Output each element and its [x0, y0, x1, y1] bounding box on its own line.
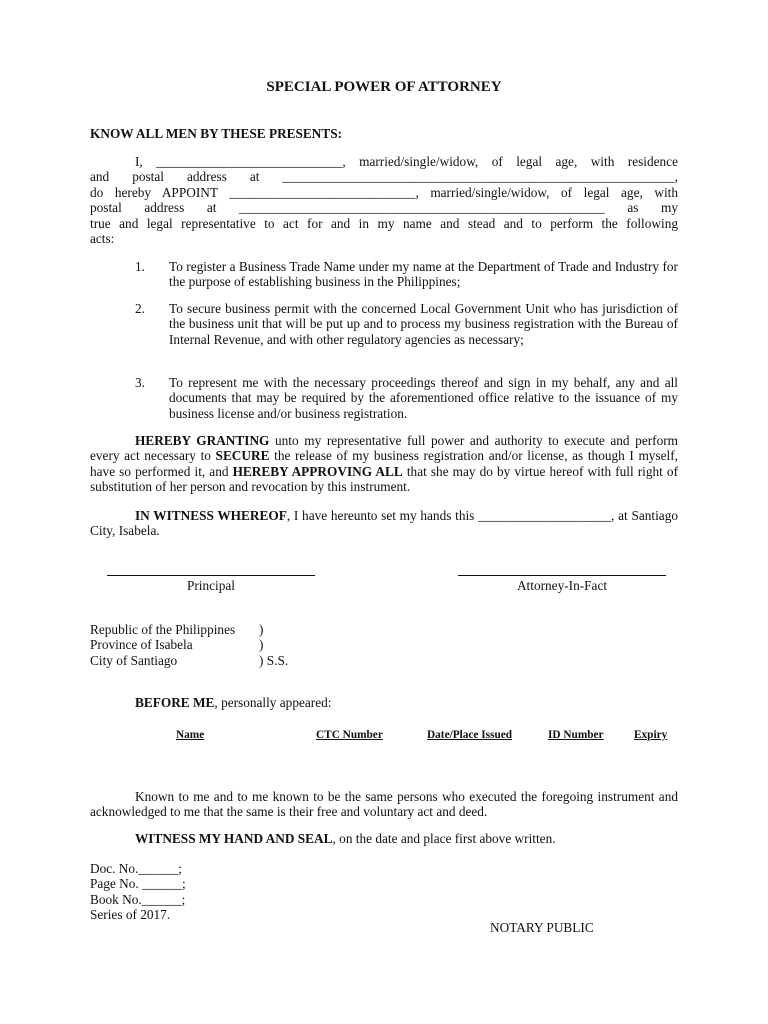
venue-city-mark: ) S.S. [259, 652, 289, 668]
intro-line-3: do hereby APPOINT ____________________________, married/single/widow, of legal age, with [90, 184, 678, 200]
venue-country-mark: ) [259, 622, 264, 637]
notary-public-label: NOTARY PUBLIC [490, 920, 594, 935]
table-header-expiry: Expiry [634, 729, 668, 741]
venue-block [90, 622, 235, 668]
intro-line-5: true and legal representative to act for and in my name and stead and to perform the following [90, 215, 678, 231]
table-header-ctc: CTC Number [316, 729, 383, 741]
item-number: 2. [135, 301, 145, 316]
attorney-signature-line [458, 575, 666, 576]
before-me-text: , personally appeared: [214, 695, 332, 710]
intro-line-2: and postal address at ___________________________________________________________, [90, 169, 678, 185]
granting-text-3: that she may do by virtue hereof with full right of substitution of her person and revocation by this instrument. [90, 463, 678, 495]
witness-text: , I have hereunto set my hands this ____________________, at Santiago City, Isabela. [90, 508, 678, 539]
venue-marks [259, 622, 288, 668]
attorney-label: Attorney-In-Fact [516, 578, 608, 593]
venue-province: Province of Isabela [90, 637, 193, 653]
witness-hand-text: , on the date and place first above written. [332, 831, 556, 846]
before-me-bold: BEFORE ME [135, 695, 215, 710]
intro-line-1: I, ____________________________, married/single/widow, of legal age, with residence [135, 154, 678, 169]
before-me-line [135, 695, 678, 710]
table-header-id: ID Number [548, 729, 604, 741]
known-paragraph: Known to me and to me known to be the same persons who executed the foregoing instrument and acknowledged to me that the same is their free and voluntary act and deed. [90, 789, 678, 820]
granting-bold-3: HEREBY APPROVING ALL [232, 463, 403, 479]
item-text: To register a Business Trade Name under my name at the Department of Trade and Industry for the purpose of establishing business in the Philippines; [169, 259, 678, 290]
page-number: Page No. ______; [90, 876, 186, 892]
granting-text-2: the release of my business registration and/or license, as though I myself, have so performed it, and [90, 448, 678, 479]
item-number: 3. [135, 375, 145, 390]
doc-references [90, 861, 186, 923]
venue-country: Republic of the Philippines [90, 622, 236, 637]
witness-paragraph [90, 508, 678, 539]
witness-hand-bold: WITNESS MY HAND AND SEAL [135, 831, 333, 846]
witness-bold: IN WITNESS WHEREOF [135, 508, 287, 523]
venue-province-mark: ) [259, 637, 264, 653]
series-year: Series of 2017. [90, 907, 171, 923]
intro-line-4: postal address at _______________________________________________________ as my [90, 200, 678, 216]
item-text: To represent me with the necessary proceedings thereof and sign in my behalf, any and all documents that may be required by the aforementioned office relative to the issuance of my business license and/or business registration. [169, 375, 678, 421]
principal-label: Principal [186, 578, 235, 593]
document-heading: KNOW ALL MEN BY THESE PRESENTS: [90, 126, 343, 141]
document-title: SPECIAL POWER OF ATTORNEY [266, 79, 502, 95]
granting-bold-2: SECURE [215, 448, 270, 464]
table-header-name: Name [176, 729, 205, 741]
item-number: 1. [135, 259, 145, 274]
venue-city: City of Santiago [90, 652, 178, 668]
item-text: To secure business permit with the concerned Local Government Unit who has jurisdiction of the business unit that will be put up and to process my business registration with the Bureau of Internal Revenue, and with other regulatory agencies as necessary; [169, 301, 678, 347]
intro-line-6: acts: [90, 231, 115, 247]
book-number: Book No.______; [90, 891, 186, 907]
granting-bold-1: HEREBY GRANTING [135, 433, 270, 448]
granting-paragraph [90, 433, 678, 495]
doc-number: Doc. No.______; [90, 861, 182, 876]
witness-hand-paragraph [90, 831, 678, 846]
table-header-date-place: Date/Place Issued [427, 729, 513, 741]
principal-signature-line [107, 575, 315, 576]
granting-text-1: unto my representative full power and authority to execute and perform every act necessary to [90, 433, 679, 464]
intro-paragraph [90, 154, 678, 246]
